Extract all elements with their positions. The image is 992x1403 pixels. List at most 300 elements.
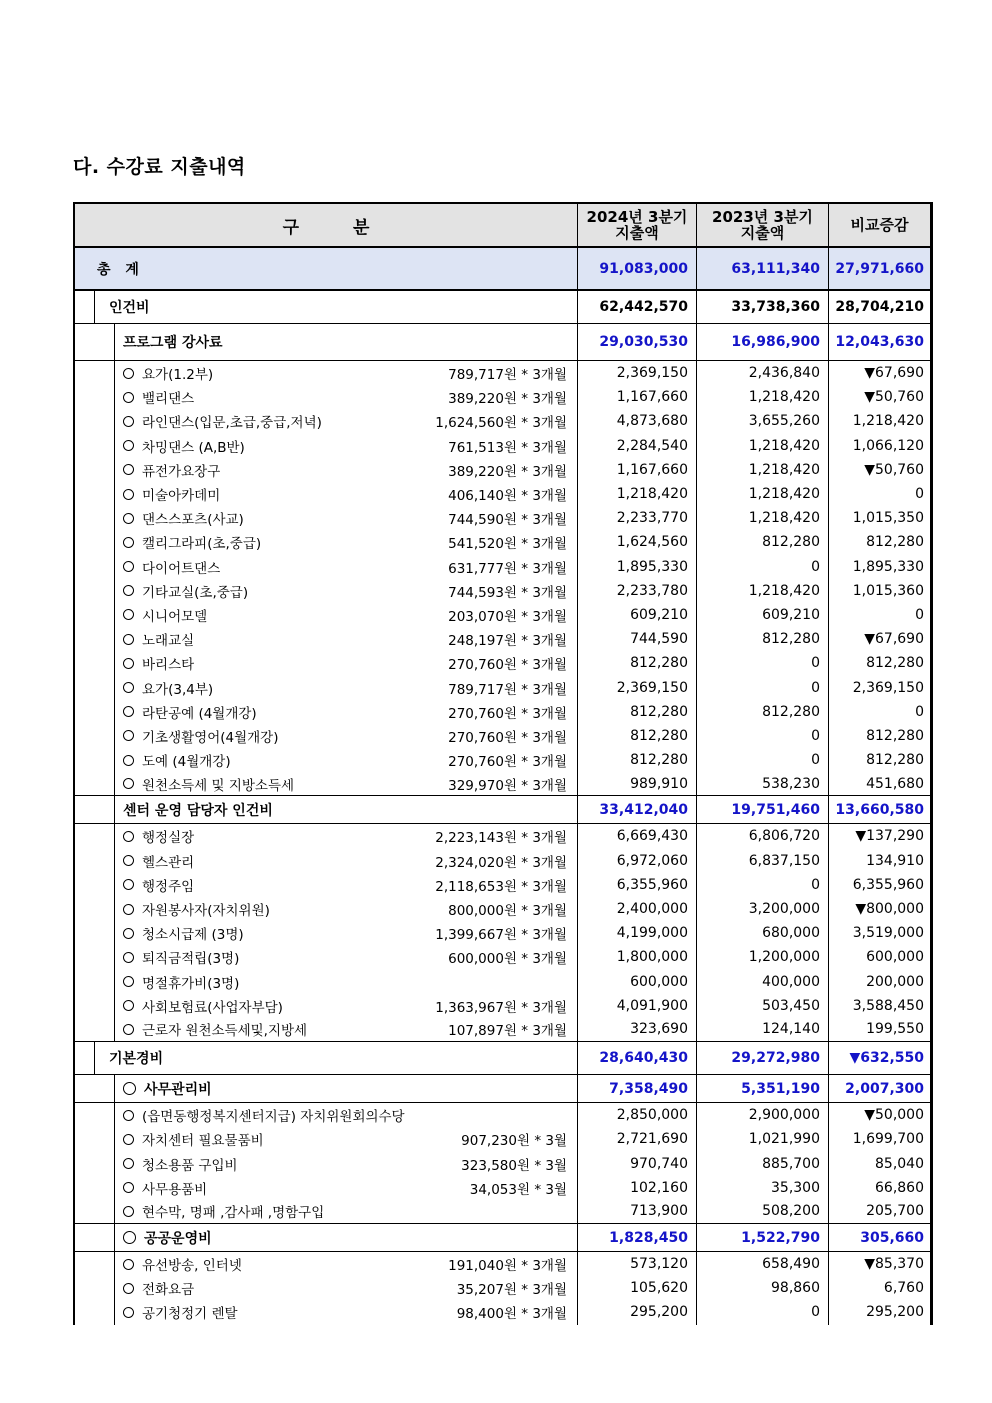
table-row <box>73 506 933 530</box>
item-calculation: 406,140원 * 3개월 <box>448 488 567 505</box>
item-label <box>123 724 279 748</box>
table-row <box>73 1300 933 1324</box>
row-label-cell <box>73 555 577 579</box>
indent-guide <box>75 651 115 675</box>
cell-diff: ▼50,760 <box>828 385 933 409</box>
circle-bullet-icon <box>123 778 134 789</box>
cell-y2023: 0 <box>696 748 828 772</box>
item-name: 명절휴가비(3명) <box>142 975 240 992</box>
circle-bullet-icon <box>123 368 134 379</box>
cell-diff: 200,000 <box>828 970 933 994</box>
subtotal-row-personnel <box>73 291 933 324</box>
cell-y2024: 1,218,420 <box>577 482 696 506</box>
cell-y2024: 812,280 <box>577 651 696 675</box>
item-name: 기초생활영어(4월개강) <box>142 729 279 746</box>
header-2024 <box>577 204 696 246</box>
item-name: 댄스스포츠(사교) <box>142 512 244 529</box>
table-row <box>73 1151 933 1175</box>
item-name: 밸리댄스 <box>142 391 195 408</box>
item-name: 요가(3,4부) <box>142 681 214 698</box>
cell-y2024: 1,167,660 <box>577 458 696 482</box>
cell-y2024: 295,200 <box>577 1300 696 1324</box>
item-calculation: 107,897원 * 3개월 <box>448 1023 567 1040</box>
row-label <box>123 324 223 360</box>
row-label <box>123 1075 212 1102</box>
item-label <box>123 849 194 873</box>
cell-diff: 1,015,360 <box>828 579 933 603</box>
item-name: 기타교실(초,중급) <box>142 584 249 601</box>
row-label-cell <box>73 1103 577 1127</box>
cell-y2024: 1,895,330 <box>577 555 696 579</box>
item-calculation: 761,513원 * 3개월 <box>448 439 567 456</box>
item-name: 라인댄스(입문,초급,중급,저녁) <box>142 415 322 432</box>
table-row <box>73 1252 933 1276</box>
cell-y2023: 680,000 <box>696 921 828 945</box>
row-label-cell <box>73 409 577 433</box>
cell-diff: 2,007,300 <box>828 1075 933 1102</box>
row-label-cell <box>73 1252 577 1276</box>
cell-y2023: 400,000 <box>696 970 828 994</box>
cell-y2024: 812,280 <box>577 700 696 724</box>
item-name: (읍면동행정복지센터지급) 자치위원회의수당 <box>142 1109 405 1126</box>
row-label-cell <box>73 651 577 675</box>
circle-bullet-icon <box>123 1110 134 1121</box>
cell-y2023: 1,218,420 <box>696 579 828 603</box>
cell-y2024: 812,280 <box>577 748 696 772</box>
circle-bullet-icon <box>123 682 134 693</box>
cell-y2024: 4,199,000 <box>577 921 696 945</box>
cell-diff: 6,355,960 <box>828 873 933 897</box>
cell-y2023: 609,210 <box>696 603 828 627</box>
cell-y2023: 812,280 <box>696 530 828 554</box>
indent-guide <box>75 506 115 530</box>
item-name: 사무용품비 <box>142 1181 208 1198</box>
cell-y2024: 62,442,570 <box>577 291 696 323</box>
indent-guide <box>75 458 115 482</box>
cell-diff: 0 <box>828 603 933 627</box>
cell-diff: ▼85,370 <box>828 1252 933 1276</box>
table-row <box>73 385 933 409</box>
cell-diff: ▼50,760 <box>828 458 933 482</box>
cell-y2023: 98,860 <box>696 1276 828 1300</box>
cell-y2023: 1,021,990 <box>696 1127 828 1151</box>
item-name: 자치센터 필요물품비 <box>142 1133 264 1150</box>
item-label <box>123 361 213 385</box>
subtotal-row-public-operation <box>73 1224 933 1252</box>
item-calculation: 789,717원 * 3개월 <box>448 367 567 384</box>
item-calculation: 203,070원 * 3개월 <box>448 608 567 625</box>
item-calculation: 907,230원 * 3월 <box>461 1133 567 1150</box>
item-label <box>123 651 194 675</box>
cell-y2023: 3,655,260 <box>696 409 828 433</box>
item-name: 청소용품 구입비 <box>142 1157 238 1174</box>
cell-y2023: 1,522,790 <box>696 1224 828 1251</box>
circle-bullet-icon <box>123 928 134 939</box>
cell-y2024: 1,167,660 <box>577 385 696 409</box>
indent-guide <box>75 1042 95 1074</box>
circle-bullet-icon <box>123 855 134 866</box>
item-calculation: 1,624,560원 * 3개월 <box>435 415 567 432</box>
cell-y2024: 323,690 <box>577 1018 696 1041</box>
item-name: 자원봉사자(자치위원) <box>142 903 270 920</box>
cell-y2024: 6,355,960 <box>577 873 696 897</box>
row-label-cell <box>73 1127 577 1151</box>
cell-y2023: 0 <box>696 555 828 579</box>
item-name: 청소시급제 (3명) <box>142 927 244 944</box>
indent-guide <box>75 291 95 323</box>
cell-y2023: 1,218,420 <box>696 385 828 409</box>
subtotal-row-program-instructors <box>73 324 933 361</box>
row-label-text: 센터 운영 담당자 인건비 <box>123 802 273 819</box>
table-row <box>73 1200 933 1224</box>
table-row <box>73 579 933 603</box>
item-name: 퇴직금적립(3명) <box>142 951 240 968</box>
table-row <box>73 873 933 897</box>
cell-y2023: 812,280 <box>696 700 828 724</box>
row-label-cell <box>73 1075 577 1102</box>
row-label-cell <box>73 506 577 530</box>
table-row <box>73 824 933 848</box>
row-label <box>109 1042 163 1074</box>
indent-guide <box>75 1127 115 1151</box>
item-calculation: 800,000원 * 3개월 <box>448 903 567 920</box>
cell-diff: 812,280 <box>828 530 933 554</box>
cell-y2023: 3,200,000 <box>696 897 828 921</box>
cell-y2024: 28,640,430 <box>577 1042 696 1074</box>
header-2023-line1: 2023년 3분기 <box>712 208 813 226</box>
cell-y2024: 4,873,680 <box>577 409 696 433</box>
item-name: 다이어트댄스 <box>142 560 221 577</box>
table-row <box>73 1018 933 1042</box>
item-name: 행정실장 <box>142 830 195 847</box>
cell-diff: ▼67,690 <box>828 361 933 385</box>
item-calculation: 1,399,667원 * 3개월 <box>435 927 567 944</box>
circle-bullet-icon <box>123 755 134 766</box>
item-label <box>123 603 207 627</box>
item-label <box>123 1103 405 1127</box>
table-header <box>73 202 933 248</box>
item-label <box>123 1127 264 1151</box>
indent-guide <box>75 530 115 554</box>
item-label <box>123 1200 324 1223</box>
indent-guide <box>75 1200 115 1223</box>
row-label-cell <box>73 897 577 921</box>
circle-bullet-icon <box>123 1134 134 1145</box>
item-name: 공기청정기 렌탈 <box>142 1306 238 1323</box>
item-calculation: 600,000원 * 3개월 <box>448 951 567 968</box>
item-calculation: 323,580원 * 3월 <box>461 1157 567 1174</box>
indent-guide <box>75 627 115 651</box>
item-label <box>123 824 194 848</box>
item-label <box>123 945 239 969</box>
indent-guide <box>75 1075 115 1102</box>
indent-guide <box>75 849 115 873</box>
circle-bullet-icon <box>123 1283 134 1294</box>
row-label <box>123 1224 212 1251</box>
row-label-text: 사무관리비 <box>144 1081 212 1098</box>
item-name: 근로자 원천소득세및,지방세 <box>142 1023 308 1040</box>
section-title: 다. 수강료 지출내역 <box>73 156 246 178</box>
indent-guide <box>75 921 115 945</box>
row-label-cell <box>73 324 577 360</box>
item-name: 캘리그라피(초,중급) <box>142 536 262 553</box>
cell-y2023: 538,230 <box>696 772 828 795</box>
item-label <box>123 897 270 921</box>
cell-y2024: 2,850,000 <box>577 1103 696 1127</box>
circle-bullet-icon <box>123 879 134 890</box>
cell-y2023: 1,218,420 <box>696 458 828 482</box>
circle-bullet-icon <box>123 392 134 403</box>
table-row <box>73 994 933 1018</box>
item-calculation: 631,777원 * 3개월 <box>448 560 567 577</box>
cell-diff: ▼137,290 <box>828 824 933 848</box>
cell-diff: ▼50,000 <box>828 1103 933 1127</box>
subtotal-row-center-staff <box>73 796 933 824</box>
cell-y2024: 6,972,060 <box>577 849 696 873</box>
table-row <box>73 434 933 458</box>
indent-guide <box>75 1252 115 1276</box>
circle-bullet-icon <box>123 537 134 548</box>
item-label <box>123 434 245 458</box>
table-row <box>73 1176 933 1200</box>
circle-bullet-icon <box>123 1158 134 1169</box>
item-label <box>123 458 220 482</box>
item-label <box>123 994 283 1018</box>
table-row <box>73 361 933 385</box>
row-label-cell <box>73 361 577 385</box>
cell-diff: 1,015,350 <box>828 506 933 530</box>
item-label <box>123 385 194 409</box>
row-label <box>123 796 273 823</box>
circle-bullet-icon <box>123 904 134 915</box>
cell-y2023: 0 <box>696 873 828 897</box>
cell-y2024: 744,590 <box>577 627 696 651</box>
subtotal-row-basic-expenses <box>73 1042 933 1075</box>
circle-bullet-icon <box>123 952 134 963</box>
indent-guide <box>75 1103 115 1127</box>
row-label-cell <box>73 1300 577 1324</box>
row-label-text: 인건비 <box>109 300 150 316</box>
cell-diff: 295,200 <box>828 1300 933 1324</box>
item-calculation: 1,363,967원 * 3개월 <box>435 999 567 1016</box>
row-label-cell <box>73 291 577 323</box>
cell-diff: 3,588,450 <box>828 994 933 1018</box>
indent-guide <box>75 700 115 724</box>
cell-y2024: 105,620 <box>577 1276 696 1300</box>
indent-guide <box>75 1176 115 1200</box>
indent-guide <box>75 579 115 603</box>
cell-y2024: 2,233,770 <box>577 506 696 530</box>
circle-bullet-icon <box>123 440 134 451</box>
cell-diff: ▼800,000 <box>828 897 933 921</box>
indent-guide <box>75 748 115 772</box>
cell-y2024: 713,900 <box>577 1200 696 1223</box>
table-row <box>73 458 933 482</box>
cell-y2024: 2,284,540 <box>577 434 696 458</box>
cell-y2023: 812,280 <box>696 627 828 651</box>
indent-guide <box>75 970 115 994</box>
row-label-cell <box>73 482 577 506</box>
row-label-cell <box>73 1151 577 1175</box>
indent-guide <box>75 434 115 458</box>
cell-diff: 66,860 <box>828 1176 933 1200</box>
subtotal-row-office-management <box>73 1075 933 1103</box>
cell-diff: 6,760 <box>828 1276 933 1300</box>
item-name: 차밍댄스 (A,B반) <box>142 439 245 456</box>
indent-guide <box>75 1151 115 1175</box>
item-name: 사회보험료(사업자부담) <box>142 999 283 1016</box>
cell-diff: 451,680 <box>828 772 933 795</box>
cell-diff: 812,280 <box>828 748 933 772</box>
item-name: 행정주임 <box>142 878 195 895</box>
cell-y2023: 1,218,420 <box>696 434 828 458</box>
circle-bullet-icon <box>123 1259 134 1270</box>
item-name: 도예 (4월개강) <box>142 754 231 771</box>
cell-y2023: 0 <box>696 675 828 699</box>
row-label-cell <box>73 772 577 795</box>
cell-y2024: 1,800,000 <box>577 945 696 969</box>
row-label-cell <box>73 458 577 482</box>
table-row <box>73 921 933 945</box>
row-label-cell <box>73 530 577 554</box>
circle-bullet-icon <box>123 464 134 475</box>
item-label <box>123 506 244 530</box>
cell-diff: 1,066,120 <box>828 434 933 458</box>
indent-guide <box>75 409 115 433</box>
item-calculation: 389,220원 * 3개월 <box>448 391 567 408</box>
indent-guide <box>75 1224 115 1251</box>
cell-y2023: 6,837,150 <box>696 849 828 873</box>
header-2023 <box>696 204 828 246</box>
cell-y2023: 29,272,980 <box>696 1042 828 1074</box>
item-label <box>123 530 261 554</box>
item-label <box>123 873 194 897</box>
circle-bullet-icon <box>123 513 134 524</box>
cell-y2023: 5,351,190 <box>696 1075 828 1102</box>
item-calculation: 744,590원 * 3개월 <box>448 512 567 529</box>
cell-y2023: 1,218,420 <box>696 482 828 506</box>
header-2024-line1: 2024년 3분기 <box>586 208 688 226</box>
row-label-cell <box>73 849 577 873</box>
indent-guide <box>75 994 115 1018</box>
cell-y2024: 812,280 <box>577 724 696 748</box>
circle-bullet-icon <box>123 1231 136 1244</box>
row-label-cell <box>73 385 577 409</box>
cell-y2024: 970,740 <box>577 1151 696 1175</box>
indent-guide <box>75 796 115 823</box>
cell-y2023: 0 <box>696 724 828 748</box>
table-row <box>73 603 933 627</box>
cell-y2024: 29,030,530 <box>577 324 696 360</box>
table-row <box>73 724 933 748</box>
circle-bullet-icon <box>123 1206 134 1217</box>
item-name: 미술아카데미 <box>142 488 221 505</box>
cell-y2024: 1,828,450 <box>577 1224 696 1251</box>
indent-guide <box>75 1300 115 1324</box>
indent-guide <box>75 724 115 748</box>
indent-guide <box>75 1276 115 1300</box>
cell-diff: 812,280 <box>828 651 933 675</box>
cell-y2023: 124,140 <box>696 1018 828 1041</box>
circle-bullet-icon <box>123 976 134 987</box>
indent-guide <box>75 1018 115 1041</box>
cell-diff: ▼632,550 <box>828 1042 933 1074</box>
item-label <box>123 748 231 772</box>
cell-y2024: 2,721,690 <box>577 1127 696 1151</box>
row-label-text: 기본경비 <box>109 1051 164 1068</box>
row-label-cell <box>73 1200 577 1223</box>
item-label <box>123 700 257 724</box>
row-label-cell <box>73 434 577 458</box>
item-calculation: 98,400원 * 3개월 <box>456 1306 567 1323</box>
cell-y2024: 102,160 <box>577 1176 696 1200</box>
item-name: 요가(1.2부) <box>142 367 214 384</box>
item-calculation: 270,760원 * 3개월 <box>448 754 567 771</box>
cell-y2023: 1,218,420 <box>696 506 828 530</box>
cell-y2024: 4,091,900 <box>577 994 696 1018</box>
circle-bullet-icon <box>123 831 134 842</box>
cell-y2024: 989,910 <box>577 772 696 795</box>
cell-diff: 134,910 <box>828 849 933 873</box>
cell-y2024: 7,358,490 <box>577 1075 696 1102</box>
cell-y2023: 16,986,900 <box>696 324 828 360</box>
item-calculation: 248,197원 * 3개월 <box>448 633 567 650</box>
table-row <box>73 897 933 921</box>
cell-diff: ▼67,690 <box>828 627 933 651</box>
table-row <box>73 700 933 724</box>
indent-guide <box>75 555 115 579</box>
header-category: 구 분 <box>73 204 577 246</box>
table-row <box>73 970 933 994</box>
item-name: 노래교실 <box>142 633 195 650</box>
row-label-text: 공공운영비 <box>144 1230 212 1247</box>
circle-bullet-icon <box>123 561 134 572</box>
circle-bullet-icon <box>123 1182 134 1193</box>
item-label <box>123 482 220 506</box>
indent-guide <box>75 897 115 921</box>
table-row <box>73 409 933 433</box>
cell-y2023: 503,450 <box>696 994 828 1018</box>
cell-diff: 0 <box>828 482 933 506</box>
item-name: 현수막, 명패 ,감사패 ,명함구입 <box>142 1205 325 1222</box>
circle-bullet-icon <box>123 1307 134 1318</box>
item-label <box>123 772 294 795</box>
cell-diff: 199,550 <box>828 1018 933 1041</box>
item-calculation: 34,053원 * 3월 <box>469 1181 567 1198</box>
item-label <box>123 1151 238 1175</box>
item-calculation: 2,324,020원 * 3개월 <box>435 854 567 871</box>
table-row <box>73 675 933 699</box>
indent-guide <box>75 675 115 699</box>
cell-diff: 1,895,330 <box>828 555 933 579</box>
cell-y2023: 35,300 <box>696 1176 828 1200</box>
cell-y2023: 33,738,360 <box>696 291 828 323</box>
item-calculation: 191,040원 * 3개월 <box>448 1258 567 1275</box>
expense-table <box>73 202 933 1325</box>
cell-y2023: 0 <box>696 651 828 675</box>
table-row <box>73 627 933 651</box>
item-calculation: 329,970원 * 3개월 <box>448 777 567 794</box>
row-label-cell <box>73 1276 577 1300</box>
item-name: 전화요금 <box>142 1282 195 1299</box>
row-label-cell <box>73 748 577 772</box>
indent-guide <box>75 603 115 627</box>
cell-diff: 12,043,630 <box>828 324 933 360</box>
table-row <box>73 482 933 506</box>
row-label-cell <box>73 796 577 823</box>
row-label-cell <box>73 1042 577 1074</box>
item-name: 유선방송, 인터넷 <box>142 1258 242 1275</box>
